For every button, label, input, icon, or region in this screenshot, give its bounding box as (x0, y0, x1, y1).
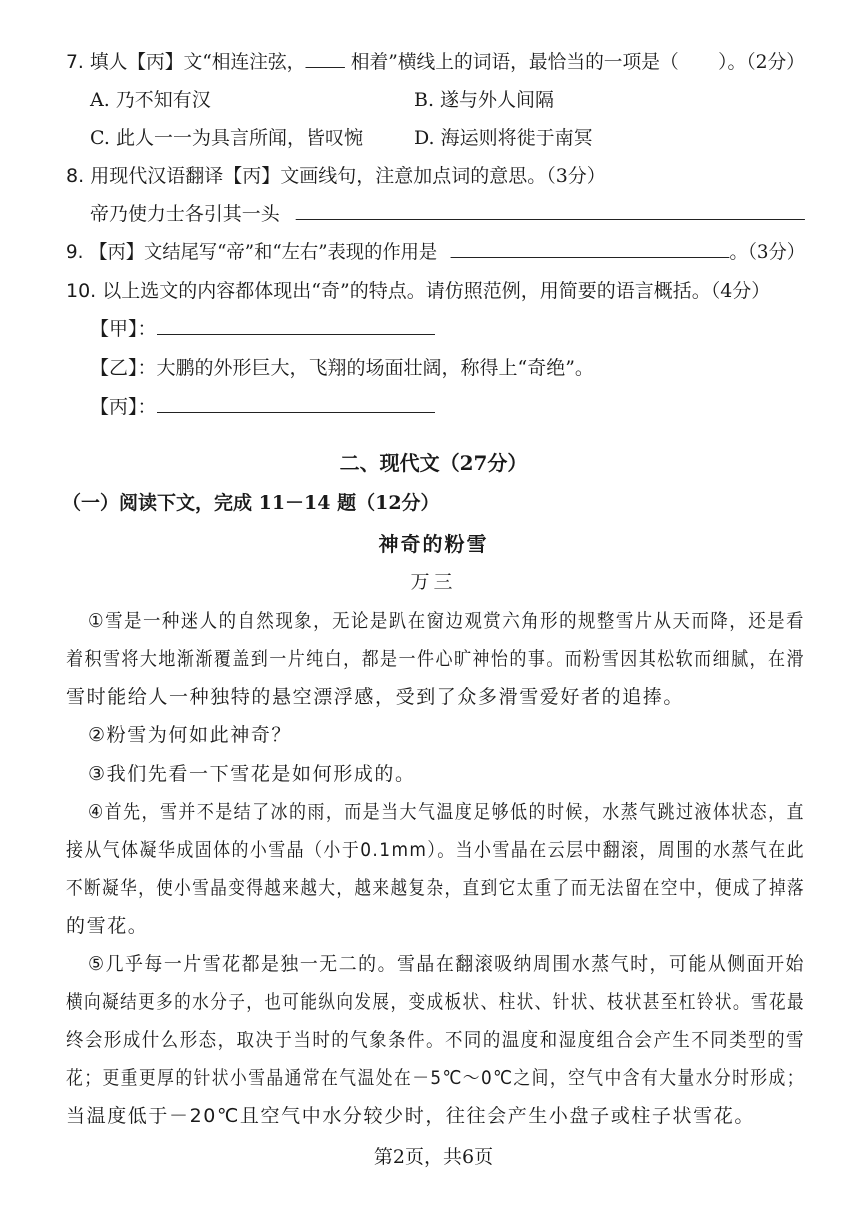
answer-line[interactable] (296, 203, 805, 220)
jia-label: 【甲】： (90, 318, 157, 340)
bing-label: 【丙】： (90, 396, 157, 418)
paragraph-4-line: 不断凝华，使小雪晶变得越来越大，越来越复杂，直到它太重了而无法留在空中，便成了掉落 (66, 877, 806, 899)
paragraph-5-line: 横向凝结更多的水分子，也可能纵向发展，变成板状、柱状、针状、枝状甚至杠铃状。雪花最 (66, 991, 806, 1013)
answer-blank[interactable] (305, 51, 344, 68)
option-d: D. 海运则将徙于南冥 (414, 127, 593, 149)
question-number: 10. (66, 280, 97, 302)
question-text-end: ）。（2分） (718, 51, 805, 73)
question-number: 9. (66, 241, 84, 263)
paragraph-1-line: 雪时能给人一种独特的悬空漂浮感，受到了众多滑雪爱好者的追捧。 (66, 686, 685, 708)
article-author: 万三 (410, 571, 457, 593)
question-7 (66, 50, 805, 74)
question-10 (66, 279, 770, 303)
page-number: 第2页，共6页 (373, 1146, 494, 1168)
paragraph-1-line: ①雪是一种迷人的自然现象，无论是趴在窗边观赏六角形的规整雪片从天而降，还是看 (88, 610, 805, 632)
question-number: 7. (66, 51, 84, 73)
question-8 (66, 164, 606, 188)
question-9 (66, 240, 805, 264)
paragraph-1-line: 着积雪将大地渐渐覆盖到一片纯白，都是一件心旷神怡的事。而粉雪因其松软而细腻，在滑 (66, 648, 805, 670)
article-title: 神奇的粉雪 (378, 532, 489, 556)
question-8-answer (90, 202, 805, 226)
question-text-end: 。（3分） (729, 241, 806, 263)
answer-yi: 【乙】：大鹏的外形巨大，飞翔的场面壮阔，称得上“奇绝”。 (90, 357, 594, 379)
question-number: 8. (66, 165, 85, 187)
question-text-after: 相着”横线上的词语，最恰当的一项是（ (350, 51, 679, 73)
answer-line[interactable] (451, 241, 730, 258)
answer-bing (90, 395, 435, 419)
paragraph-4-line: ④首先，雪并不是结了冰的雨，而是当大气温度足够低的时候，水蒸气跳过液体状态，直 (88, 801, 805, 823)
paragraph-5-line: 花；更重更厚的针状小雪晶通常在气温处在－5℃～0℃之间，空气中含有大量水分时形成； (66, 1067, 805, 1089)
paragraph-5-line: 终会形成什么形态，取决于当时的气象条件。不同的温度和湿度组合会产生不同类型的雪 (66, 1029, 805, 1051)
paragraph-3: ③我们先看一下雪花是如何形成的。 (88, 763, 416, 785)
option-c: C. 此人一一为具言所闻，皆叹惋 (90, 127, 363, 149)
question-text-before: 填人【丙】文“相连注弦， (89, 51, 306, 73)
question-text: 用现代汉语翻译【丙】文画线句，注意加点词的意思。（3分） (90, 165, 606, 187)
translate-sentence: 帝乃使力士各引其一头 (90, 203, 280, 225)
option-b: B. 遂与外人间隔 (414, 89, 555, 111)
paragraph-4-line: 的雪花。 (66, 915, 149, 937)
question-text: 【丙】文结尾写“帝”和“左右”表现的作用是 (89, 241, 438, 263)
paragraph-5-line: ⑤几乎每一片雪花都是独一无二的。雪晶在翻滚吸纳周围水蒸气时，可能从侧面开始 (88, 953, 805, 975)
answer-line[interactable] (157, 396, 435, 413)
answer-line[interactable] (157, 318, 435, 335)
option-a: A. 乃不知有汉 (90, 89, 211, 111)
question-text: 以上选文的内容都体现出“奇”的特点。请仿照范例，用简要的语言概括。（4分） (102, 280, 771, 302)
section-subtitle: （一）阅读下文，完成 11－14 题（12分） (62, 492, 440, 514)
paragraph-2: ②粉雪为何如此神奇？ (88, 724, 293, 746)
paragraph-5-line: 当温度低于－20℃且空气中水分较少时，往往会产生小盘子或柱子状雪花。 (66, 1105, 755, 1127)
paragraph-4-line: 接从气体凝华成固体的小雪晶（小于0.1mm）。当小雪晶在云层中翻滚，周围的水蒸气在此 (66, 839, 806, 861)
section-title: 二、现代文（27分） (339, 451, 528, 475)
answer-jia (90, 317, 435, 341)
